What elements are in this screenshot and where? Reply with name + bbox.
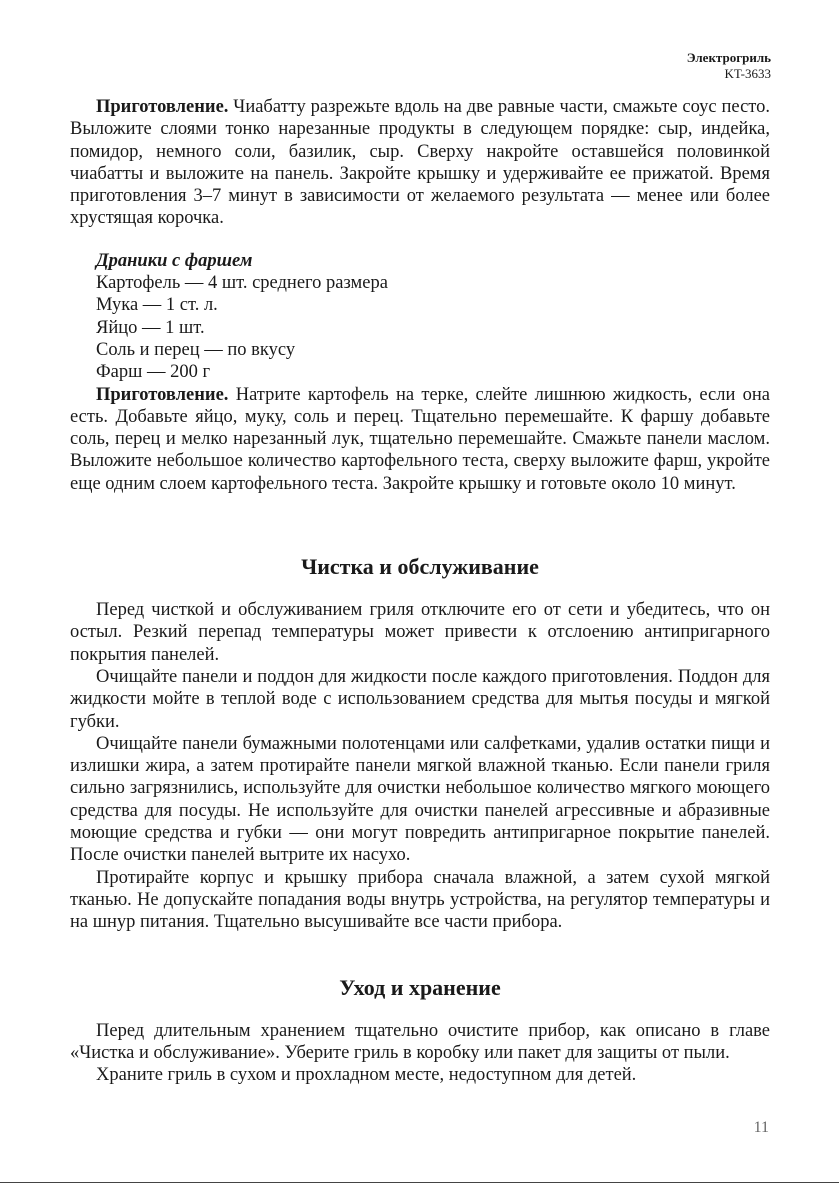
recipe1-preparation — [70, 96, 770, 230]
ingredient-item: Яйцо — 1 шт. — [96, 317, 205, 338]
page-header — [687, 50, 771, 82]
recipe-title: Драники с фаршем — [96, 250, 253, 271]
bottom-divider — [0, 1182, 839, 1191]
preparation-label: Приготовление. — [96, 384, 229, 405]
ingredient-item: Соль и перец — по вкусу — [96, 339, 296, 360]
ingredient-item: Фарш — 200 г — [96, 362, 211, 383]
page-number: 11 — [753, 1119, 769, 1136]
storage-paragraph: Перед длительным хранением тщательно очистите прибор, как описано в главе «Чистка и обслуживание». Уберите гриль в коробку или пакет для защиты от пыли. — [70, 1020, 770, 1063]
section-heading-storage: Уход и хранение — [339, 974, 501, 1000]
model-number: KT-3633 — [724, 66, 771, 81]
recipe2-preparation — [70, 384, 770, 495]
page-content — [70, 96, 770, 1086]
preparation-label: Приготовление. — [96, 97, 229, 117]
cleaning-paragraph: Перед чисткой и обслуживанием гриля отключите его от сети и убедитесь, что он остыл. Резкий перепад температуры может привести к отслоению антипригарного покрытия панелей. — [70, 600, 770, 665]
cleaning-paragraph: Очищайте панели бумажными полотенцами или салфетками, удалив остатки пищи и излишки жира, а затем протирайте панели мягкой влажной тканью. Если панели гриля сильно загрязнились, используйте для очистки небольшое количество мягкого моющего средства для посуды. Не используйте для очистки панелей агрессивные и абразивные моющие средства и губки — они могут повредить антипригарное покрытие панелей. После очистки панелей вытрите их насухо. — [70, 733, 770, 866]
section-heading-cleaning: Чистка и обслуживание — [301, 554, 539, 580]
product-name: Электрогриль — [686, 50, 771, 65]
ingredient-item: Картофель — 4 шт. среднего размера — [96, 273, 388, 294]
storage-paragraph: Храните гриль в сухом и прохладном месте, недоступном для детей. — [96, 1065, 637, 1086]
preparation-text: Натрите картофель на терке, слейте лишнюю жидкость, если она есть. Добавьте яйцо, муку, соль и перец. Тщательно перемешайте. К фаршу добавьте соль, перец и мелко нарезанный лук, тщательно перемешайте. Смажьте панели маслом. Выложите небольшое количество картофельного теста, сверху выложите фарш, укройте еще одним слоем картофельного теста. Закройте крышку и готовьте около 10 минут. — [70, 384, 770, 494]
cleaning-paragraph: Очищайте панели и поддон для жидкости после каждого приготовления. Поддон для жидкости мойте в теплой воде с использованием средства для мытья посуды и мягкой губки. — [70, 666, 770, 732]
cleaning-paragraph: Протирайте корпус и крышку прибора сначала влажной, а затем сухой мягкой тканью. Не допускайте попадания воды внутрь устройства, на регулятор температуры и на шнур питания. Тщательно высушивайте все части прибора. — [70, 867, 770, 933]
preparation-text: Чиабатту разрежьте вдоль на две равные части, смажьте соус песто. Выложите слоями тонко нарезанные продукты в следующем порядке: сыр, индейка, помидор, немного соли, базилик, сыр. Сверху накройте оставшейся половинкой чиабатты и выложите на панель. Закройте крышку и удерживайте ее прижатой. Время приготовления 3–7 минут в зависимости от желаемого результата — менее или более хрустящая корочка. — [70, 97, 770, 229]
ingredient-item: Мука — 1 ст. л. — [96, 295, 218, 316]
